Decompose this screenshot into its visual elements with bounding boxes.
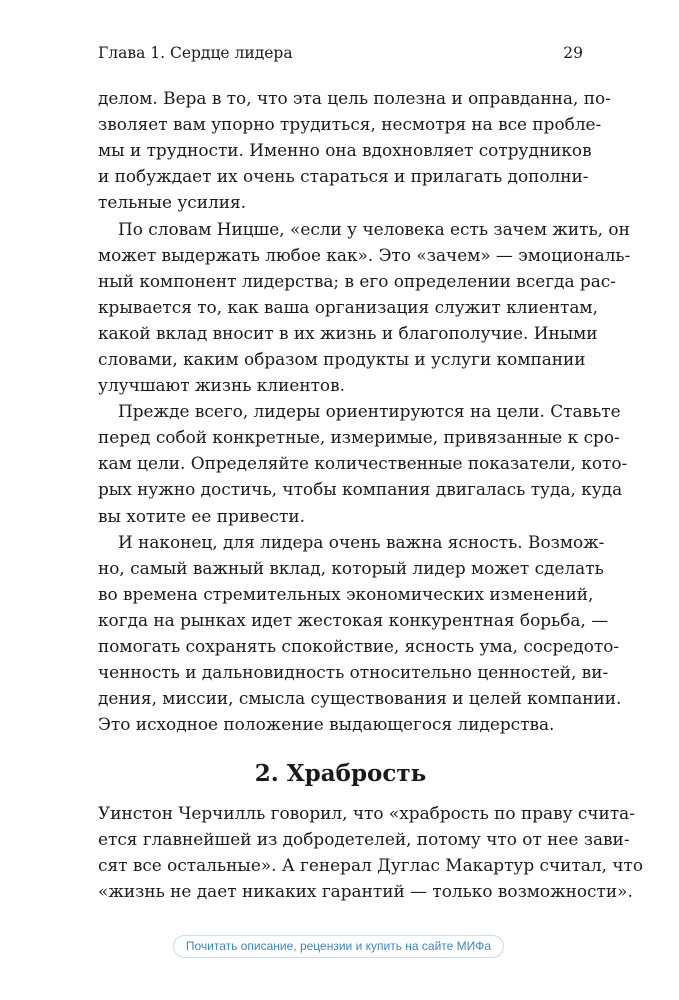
text-line: делом. Вера в то, что эта цель полезна и оправданна, по- [98,88,611,108]
text-line: вы хотите ее привести. [98,505,305,526]
text-line: тельные усилия. [98,192,246,213]
text-line: словами, каким образом продукты и услуги компании [98,348,586,369]
running-title: Глава 1. Сердце лидера [98,44,293,62]
paragraph-1 [98,85,611,215]
text-line: дения, миссии, смысла существования и целей компании. [98,688,622,709]
text-line: рых нужно достичь, чтобы компания двигалась туда, куда [98,479,623,500]
text-line: Это исходное положение выдающегося лидерства. [98,714,555,735]
text-line: кам цели. Определяйте количественные показатели, кото- [98,453,628,474]
text-line: какой вклад вносит в их жизнь и благополучие. Иными [98,322,598,343]
text-line: помогать сохранять спокойствие, ясность ума, сосредото- [98,636,620,657]
text-line: По словам Ницше, «если у человека есть зачем жить, он [118,218,630,239]
text-line: но, самый важный вклад, который лидер может сделать [98,557,604,578]
text-line: во времена стремительных экономических изменений, [98,583,594,604]
buy-link[interactable]: Почитать описание, рецензии и купить на сайте МИФа [173,935,504,958]
paragraph-3 [98,398,628,528]
text-line: Уинстон Черчилль говорил, что «храбрость по праву счита- [98,803,635,823]
page-header [98,44,583,66]
paragraph-2 [98,216,631,399]
text-line: крывается то, как ваша организация служит клиентам, [98,296,598,317]
text-line: перед собой конкретные, измеримые, привязанные к сро- [98,427,620,448]
text-line: и побуждает их очень стараться и прилагать дополни- [98,166,589,187]
text-line: ется главнейшей из добродетелей, потому что от нее зави- [98,829,630,850]
section-paragraph [98,800,644,904]
text-line: мы и трудности. Именно она вдохновляет сотрудников [98,140,592,161]
text-line: сят все остальные». А генерал Дуглас Макартур считал, что [98,855,644,876]
text-line: улучшают жизнь клиентов. [98,375,345,396]
text-line: когда на рынках идет жестокая конкурентная борьба, — [98,609,609,630]
page-number: 29 [563,44,583,62]
text-line: зволяет вам упорно трудиться, несмотря на все пробле- [98,114,602,135]
text-line: ченность и дальновидность относительно ценностей, ви- [98,662,609,683]
text-line: И наконец, для лидера очень важна ясность. Возмож- [118,531,605,552]
text-line: Прежде всего, лидеры ориентируются на цели. Ставьте [118,401,621,422]
paragraph-4 [98,529,622,738]
text-line: ный компонент лидерства; в его определении всегда рас- [98,270,616,291]
text-line: может выдержать любое как». Это «зачем» — эмоциональ- [98,244,631,265]
section-heading: 2. Храбрость [254,760,427,787]
text-line: «жизнь не дает никаких гарантий — только возможности». [98,881,633,902]
